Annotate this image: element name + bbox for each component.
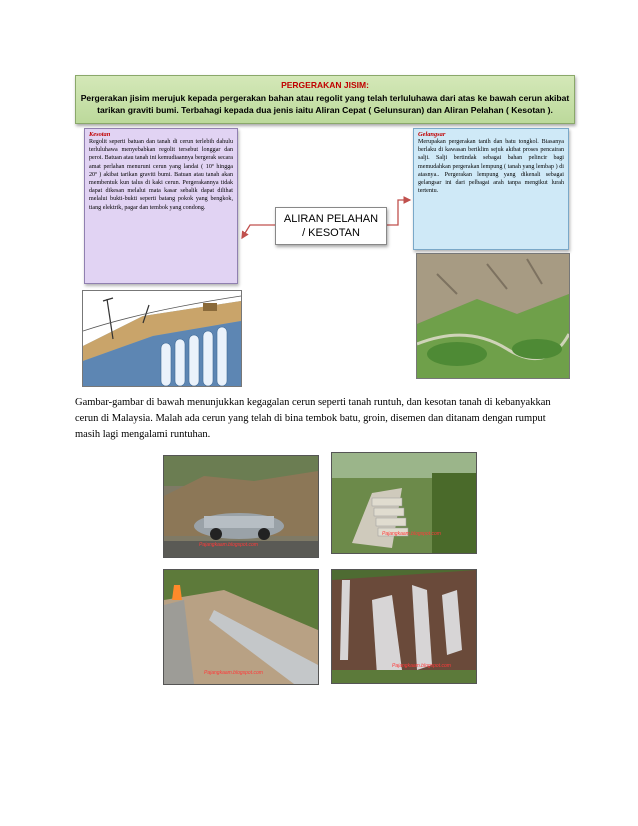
gelangsar-photo — [416, 253, 570, 379]
kesotan-diagram — [82, 290, 242, 387]
photo3-watermark: Pajangkaam.blogspot.com — [204, 670, 263, 676]
center-label-line1: ALIRAN PELAHAN — [283, 213, 379, 225]
center-label — [275, 207, 387, 245]
photo-car-landslide — [163, 455, 319, 558]
photo-guardrail-slope — [163, 569, 319, 685]
arrow-to-gelangsar — [385, 200, 410, 225]
photo1-watermark: Pajangkaam.blogspot.com — [199, 542, 258, 548]
photo-retaining-steps — [331, 452, 477, 554]
photo2-watermark: Pajangkaam.blogspot.com — [382, 531, 441, 537]
photo-covered-slope — [331, 569, 477, 684]
gelangsar-title: Gelangsar — [418, 131, 446, 138]
caption-paragraph: Gambar-gambar di bawah menunjukkan kegagalan cerun seperti tanah runtuh, dan kesotan tanah di kebanyakkan cerun di Malaysia. Malah ada cerun yang telah di bina tembok batu, groin, disemen dan ditanam dengan rumput masih lagi mengalami runtuhan. — [75, 397, 551, 440]
arrow-to-kesotan — [242, 225, 275, 238]
photo4-watermark: Pajangkaam.blogspot.com — [392, 663, 451, 669]
center-label-line2: / KESOTAN — [302, 227, 360, 239]
header-title: PERGERAKAN JISIM: — [281, 80, 369, 90]
kesotan-title: Kesotan — [89, 131, 111, 138]
gelangsar-body: Merupakan pergerakan tanih dan batu tongkol. Biasanya berlaku di kawasan beriklim sejuk akibat proses pencairan salji. Salji bertindak sebagai bahan pelincir bagi memudahkan pergerakan lempung ( tanah yang lembap ) di atasnya.. Pergerakan lempung yang dikenali sebagai gelangsar ini dari pelbagai arah tanpa mengikut lurah tertentu. — [418, 139, 564, 195]
header-body: Pergerakan jisim merujuk kepada pergerakan bahan atau regolit yang telah terluluhawa dari atas ke bawah cerun akibat tarikan graviti bumi. Terbahagi kepada dua jenis iaitu Aliran Cepat ( Gelunsuran) dan Aliran Pelahan ( Kesotan ). — [80, 93, 570, 115]
kesotan-body: Regolit seperti batuan dan tanah di cerun terlebih dahulu terluluhawa menyebabkan regolit tersebut longgar dan peroi. Batuan atau tanah ini kemudiaannya bergerak secara amat perlahan menuruni cerun yang landai ( 10º hingga 20º ) akibat tarikan graviti bumi. Batuan atau tanah akan membentuk kun talus di kaki cerun. Pergerakannya tidak dapat dikesan melalui mata kasar sebalik dapat dilihat melalui bukti-bukti seperti batang pokok yang bengkok, tiang elektrik, pagar dan tembok yang condong. — [89, 139, 233, 211]
